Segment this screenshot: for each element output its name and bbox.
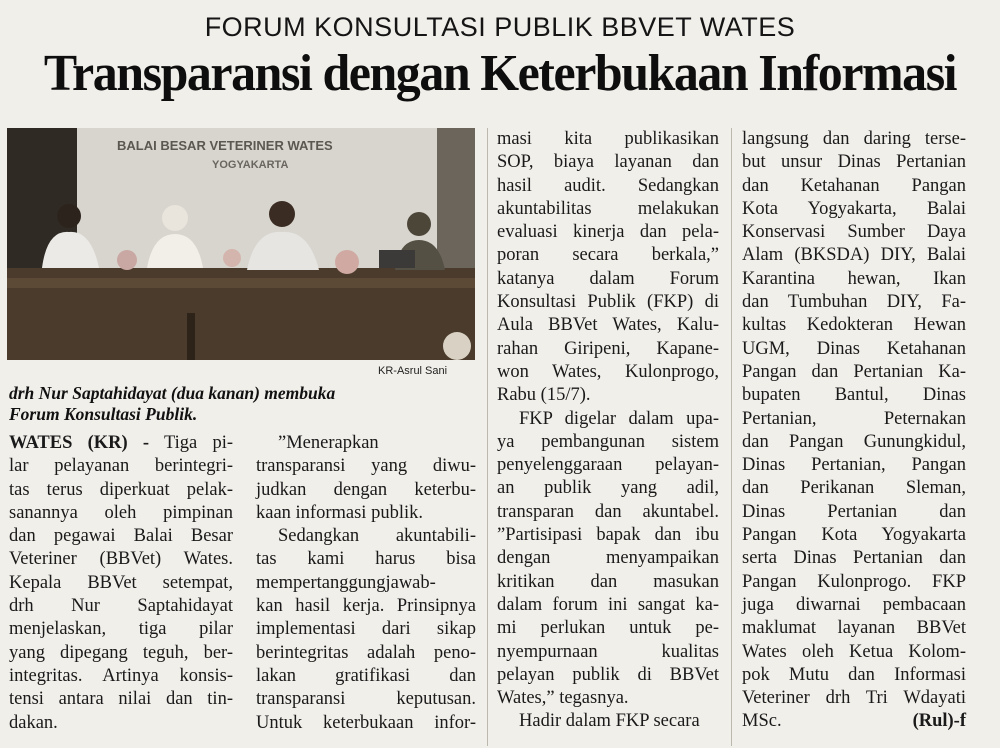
text-line: berintegritas adalah peno- xyxy=(256,642,476,663)
text-line: juga diwarnai pembacaan xyxy=(742,594,966,615)
photo-banner-line1: BALAI BESAR VETERINER WATES xyxy=(117,138,333,153)
text-line xyxy=(742,710,966,733)
text-line: dalam forum ini sangat ka- xyxy=(497,594,719,615)
text-line: Untuk keterbukaan infor- xyxy=(256,712,476,733)
column-rule xyxy=(731,128,732,746)
article-photo xyxy=(7,128,475,360)
text-line: dan Ketahanan Pangan xyxy=(742,175,966,196)
text-line: penyelenggaraan pelayan- xyxy=(497,455,719,476)
text-line: UGM, Dinas Ketahanan xyxy=(742,338,966,359)
article-column-3 xyxy=(497,128,719,734)
text-line: maklumat layanan BBVet xyxy=(742,618,966,639)
text-line: transparan dan akuntabel. xyxy=(497,501,719,522)
text-line: kultas Kedokteran Hewan xyxy=(742,315,966,336)
text-line: judkan dengan keterbu- xyxy=(256,479,476,500)
photo-banner-line2: YOGYAKARTA xyxy=(212,159,289,171)
text-line: dan Tumbuhan DIY, Fa- xyxy=(742,292,966,313)
text-line: drh Nur Saptahidayat xyxy=(9,596,233,617)
text-line: tas kami harus bisa xyxy=(256,549,476,570)
text-line: lakan gratifikasi dan xyxy=(256,665,476,686)
text-line: kan hasil kerja. Prinsipnya xyxy=(256,596,476,617)
text-line: kritikan dan masukan xyxy=(497,571,719,592)
text-line: Sedangkan akuntabili- xyxy=(278,526,476,547)
text-line: masi kita publikasikan xyxy=(497,129,719,149)
text-line: Veteriner (BBVet) Wates. xyxy=(9,549,233,570)
text-line: Veteriner drh Tri Wdayati xyxy=(742,688,966,709)
text-line: dan Perikanan Sleman, xyxy=(742,478,966,499)
text-line: SOP, biaya layanan dan xyxy=(497,152,719,173)
last-line: MSc. xyxy=(742,711,782,732)
text-line: dengan menyampaikan xyxy=(497,548,719,569)
text-line: WATES (KR) - Tiga pi- xyxy=(9,433,233,453)
text-line: tensi antara nilai dan tin- xyxy=(9,689,233,710)
text-line: bupaten Bantul, Dinas xyxy=(742,385,966,406)
text-line: Dinas Pertanian, Pangan xyxy=(742,455,966,476)
text-line: Karantina hewan, Ikan xyxy=(742,268,966,289)
text-line: Wates,” tegasnya. xyxy=(497,688,629,709)
text-line: ya pembangunan sistem xyxy=(497,431,719,452)
text-line: mempertanggungjawab- xyxy=(256,572,436,593)
text-line: Pangan Kota Yogyakarta xyxy=(742,525,966,546)
text-line: katanya dalam Forum xyxy=(497,268,719,289)
text-line: Hadir dalam FKP secara xyxy=(519,711,700,732)
text-line: kaan informasi publik. xyxy=(256,502,423,523)
text-line: ”Partisipasi bapak dan ibu xyxy=(497,525,719,546)
article-column-1 xyxy=(9,432,233,735)
article-headline: Transparansi dengan Keterbukaan Informasi xyxy=(43,45,957,102)
text-line: tas terus diperkuat pelak- xyxy=(9,479,233,500)
photo-credit: KR-Asrul Sani xyxy=(378,365,448,377)
text-line: Dinas Pertanian dan xyxy=(742,501,966,522)
text-line: pok Mutu dan Informasi xyxy=(742,664,966,685)
text-line: but unsur Dinas Pertanian xyxy=(742,152,966,173)
author-signature: (Rul)-f xyxy=(912,711,966,732)
caption-line: drh Nur Saptahidayat (dua kanan) membuka xyxy=(9,383,336,403)
text-line: transparansi yang diwu- xyxy=(256,456,476,477)
text-line: dan pegawai Balai Besar xyxy=(9,526,233,547)
text-line: Kepala BBVet setempat, xyxy=(9,572,233,593)
text-line: an publik yang adil, xyxy=(497,478,719,499)
article-kicker: FORUM KONSULTASI PUBLIK BBVET WATES xyxy=(204,12,796,42)
text-line: evaluasi kinerja dan pela- xyxy=(497,222,719,243)
photo-caption xyxy=(9,383,479,425)
text-line: Konsultasi Publik (FKP) di xyxy=(497,292,719,313)
text-line: transparansi keputusan. xyxy=(256,689,476,710)
text-line: serta Dinas Pertanian dan xyxy=(742,548,966,569)
text-line: FKP digelar dalam upa- xyxy=(519,408,719,429)
text-line: sanannya oleh pimpinan xyxy=(9,502,233,523)
text-line: akuntabilitas melakukan xyxy=(497,198,719,219)
text-line: integritas. Artinya konsis- xyxy=(9,665,233,686)
text-line: dan Pangan Gunungkidul, xyxy=(742,431,966,452)
text-line: menjelaskan, tiga pilar xyxy=(9,619,233,640)
text-line: Konservasi Sumber Daya xyxy=(742,222,966,243)
text-line: implementasi dari sikap xyxy=(256,619,476,640)
text-line: poran secara berkala,” xyxy=(497,245,719,266)
text-line: lar pelayanan berintegri- xyxy=(9,456,233,477)
text-line: pelayan publik di BBVet xyxy=(497,664,719,685)
text-line: hasil audit. Sedangkan xyxy=(497,175,719,196)
text-line: ”Menerapkan xyxy=(278,433,379,453)
text-line: dakan. xyxy=(9,712,58,733)
text-line: yang dipegang teguh, ber- xyxy=(9,642,233,663)
text-line: won Wates, Kulonprogo, xyxy=(497,361,719,382)
article-column-2 xyxy=(256,432,476,735)
text-line: Kota Yogyakarta, Balai xyxy=(742,198,966,219)
text-line: mi perlukan untuk pe- xyxy=(497,618,719,639)
text-line: nyempurnaan kualitas xyxy=(497,641,719,662)
dateline: WATES (KR) - xyxy=(9,433,150,453)
text-line: Pangan Kulonprogo. FKP xyxy=(742,571,966,592)
text-line: Wates oleh Ketua Kolom- xyxy=(742,641,966,662)
column-rule xyxy=(487,128,488,746)
text-line: Rabu (15/7). xyxy=(497,385,591,406)
article-column-4 xyxy=(742,128,966,734)
text-line: Pangan dan Pertanian Ka- xyxy=(742,361,966,382)
text-line: Pertanian, Peternakan xyxy=(742,408,966,429)
text-line: rahan Giripeni, Kapane- xyxy=(497,338,719,359)
text-line: Alam (BKSDA) DIY, Balai xyxy=(742,245,966,266)
caption-line: Forum Konsultasi Publik. xyxy=(9,404,198,424)
text-line: Aula BBVet Wates, Kalu- xyxy=(497,315,719,336)
text-line: langsung dan daring terse- xyxy=(742,129,966,149)
